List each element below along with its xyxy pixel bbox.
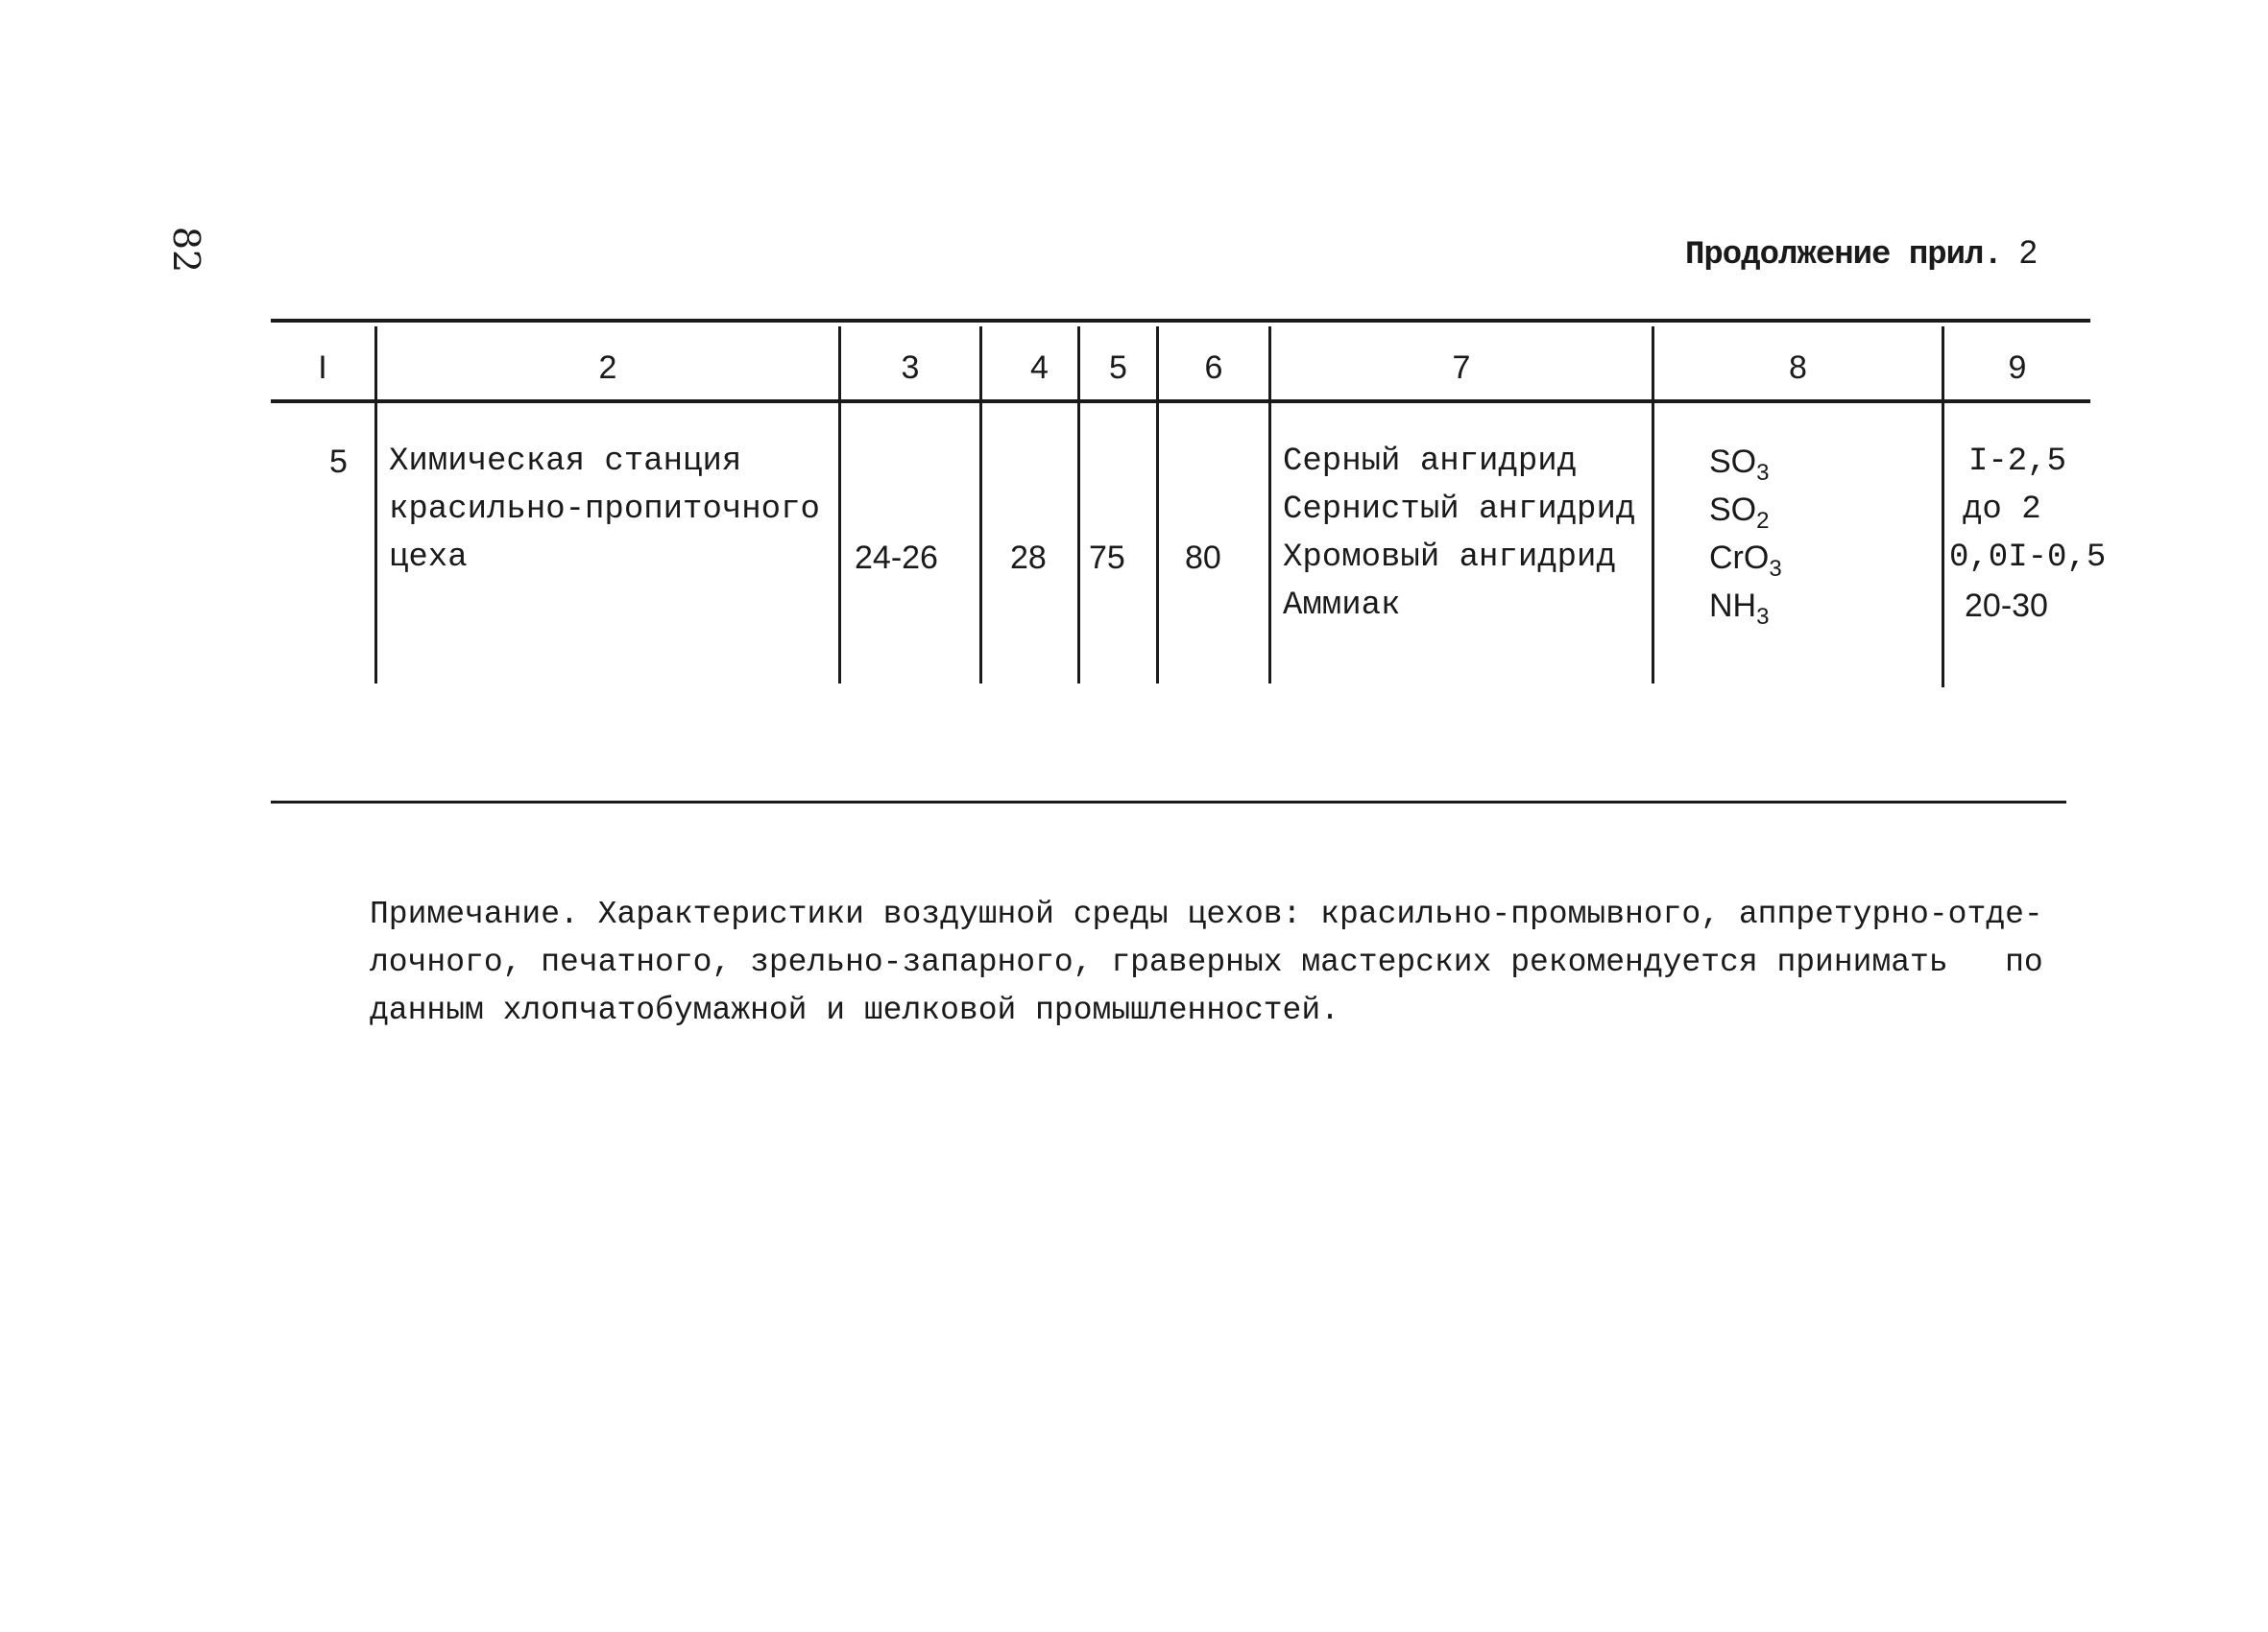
- col-header: 8: [1789, 349, 1807, 386]
- col-header: I: [318, 349, 327, 386]
- concentration-value: 0,0I-0,5: [1949, 540, 2107, 576]
- table-bottom-rule: [271, 801, 2066, 804]
- table-header-rule: [271, 399, 2090, 403]
- note-line: лочного, печатного, зрельно-запарного, граверных мастерских рекомендуется принимать по: [370, 945, 2043, 980]
- row-number: 5: [329, 444, 348, 480]
- substance-name: Сернистый ангидрид: [1283, 492, 1636, 528]
- col3-value: 24-26: [855, 540, 938, 576]
- col-header: 2: [598, 349, 617, 386]
- note-paragraph: [370, 891, 2088, 1035]
- note-line: Примечание. Характеристики воздушной среды цехов: красильно-промывного, аппретурно-отде-: [370, 897, 2043, 932]
- col6-value: 80: [1185, 540, 1221, 576]
- substance-name: Аммиак: [1283, 588, 1401, 624]
- col-header: 3: [901, 349, 920, 386]
- col-header: 4: [1030, 349, 1049, 386]
- chemical-formula: $NH_3$: [1709, 588, 1770, 630]
- chemical-formula: CrO$_3$: [1709, 540, 1782, 582]
- concentration-value: 20-30: [1965, 588, 2048, 624]
- appendix-number: 2: [2018, 234, 2037, 271]
- continuation-label: Продолжение прил.: [1685, 237, 2002, 274]
- col-header: 5: [1109, 349, 1127, 386]
- col4-value: 28: [1010, 540, 1047, 576]
- formula-list: [1709, 438, 1782, 630]
- concentration-value: до 2: [1963, 492, 2041, 528]
- substance-name: Серный ангидрид: [1283, 444, 1578, 480]
- workshop-name-line: цеха: [389, 540, 468, 576]
- concentration-value: I-2,5: [1968, 444, 2067, 480]
- substance-list: [1283, 438, 1635, 630]
- col5-value: 75: [1089, 540, 1125, 576]
- note-line: данным хлопчатобумажной и шелковой промышленностей.: [370, 993, 1339, 1028]
- workshop-name-line: красильно-пропиточного: [389, 492, 820, 528]
- col-header: 9: [2008, 349, 2027, 386]
- substance-name: Хромовый ангидрид: [1283, 540, 1616, 576]
- workshop-name-line: Химическая станция: [389, 444, 742, 480]
- col-header: 7: [1452, 349, 1471, 386]
- page-number: 82: [165, 226, 208, 274]
- col-header: 6: [1204, 349, 1223, 386]
- chemical-formula: $SO_3$: [1709, 444, 1770, 486]
- concentration-list: [1949, 438, 2106, 630]
- continuation-header: [1685, 234, 2037, 274]
- workshop-name: [389, 438, 820, 582]
- chemical-formula: $SO_2$: [1709, 492, 1770, 534]
- table-top-rule: [271, 319, 2090, 323]
